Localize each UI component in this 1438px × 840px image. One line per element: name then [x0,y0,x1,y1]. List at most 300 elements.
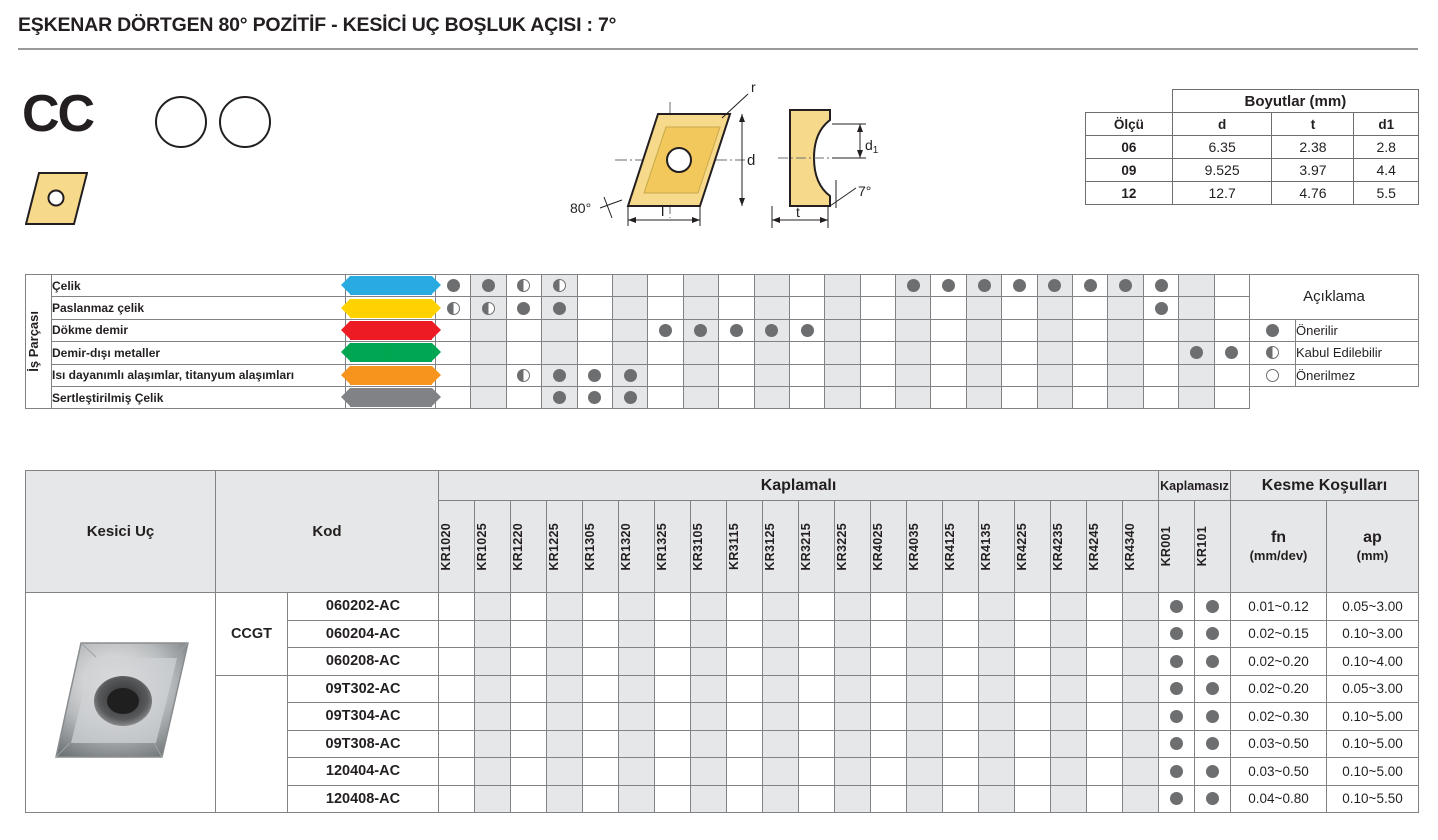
material-group-badge: P [346,275,436,297]
grade-cell [1123,785,1159,813]
material-mark-cell [966,275,1001,297]
page-title [18,14,1420,37]
grade-cell [835,703,871,731]
material-mark-cell [683,319,718,341]
insert-kod: 09T304-AC [288,703,439,731]
cell-fn: 0.04~0.80 [1231,785,1327,813]
header-kod: Kod [216,471,439,593]
mark-acceptable [482,302,495,315]
grade-cell [763,730,799,758]
dimensions-t: 3.97 [1272,159,1354,182]
cell-fn: 0.01~0.12 [1231,593,1327,621]
material-mark-cell [754,342,789,364]
insert-kod: 09T308-AC [288,730,439,758]
material-mark-cell [825,364,860,386]
grade-cell [763,675,799,703]
grade-cell-uncoated [1159,703,1195,731]
mark-recommended [978,279,991,292]
grade-cell-uncoated [1195,593,1231,621]
legend-text: Önerilmez [1295,364,1418,386]
material-mark-cell [542,275,577,297]
mark-recommended [694,324,707,337]
grade-cell [1087,758,1123,786]
grade-cell [619,648,655,676]
grade-cell [583,648,619,676]
mark-available [1170,655,1183,668]
grade-cell [619,593,655,621]
material-mark-cell [1037,297,1072,319]
grade-cell [943,703,979,731]
grade-cell [979,593,1015,621]
dimensions-size: 12 [1086,182,1173,205]
header-grade-KR4025: KR4025 [871,501,907,593]
grade-cell [655,703,691,731]
grade-cell [1015,593,1051,621]
grade-cell [511,703,547,731]
material-mark-cell [506,386,541,408]
insert-kod: 120404-AC [288,758,439,786]
grade-cell [1123,620,1159,648]
grade-cell [1087,785,1123,813]
mark-recommended [1155,279,1168,292]
grade-cell [439,593,475,621]
grade-cell [799,730,835,758]
grade-table [25,470,1419,813]
cell-ap: 0.10~5.00 [1327,730,1419,758]
header-grade-KR101: KR101 [1195,501,1231,593]
material-mark-cell [1214,364,1249,386]
grade-cell [691,730,727,758]
grade-cell [727,620,763,648]
mark-available [1206,682,1219,695]
grade-cell [907,620,943,648]
material-table-wrapper [25,274,1419,434]
grade-cell [475,675,511,703]
mark-acceptable [517,369,530,382]
header-grade-KR1225: KR1225 [547,501,583,593]
header-ap: ap (mm) [1327,501,1419,593]
material-mark-cell [719,342,754,364]
grade-cell [1051,593,1087,621]
grade-cell [835,648,871,676]
dimensions-col-t: t [1272,113,1354,136]
grade-cell [439,648,475,676]
material-mark-cell [612,275,647,297]
material-row [26,342,1419,364]
grade-cell [475,593,511,621]
material-mark-cell [789,342,824,364]
material-mark-cell [860,364,895,386]
rhombic-insert-icon [25,172,88,225]
grade-cell [871,758,907,786]
material-mark-cell [683,386,718,408]
grade-cell [511,730,547,758]
header-grade-KR3215: KR3215 [799,501,835,593]
grade-cell [799,675,835,703]
dimensions-t: 4.76 [1272,182,1354,205]
grade-cell [655,785,691,813]
grade-cell [943,648,979,676]
material-row [26,297,1419,319]
insert-kod: 060208-AC [288,648,439,676]
cell-ap: 0.05~3.00 [1327,675,1419,703]
material-mark-cell [648,275,683,297]
material-mark-cell [1108,364,1143,386]
grade-cell-uncoated [1195,620,1231,648]
mark-recommended [907,279,920,292]
mark-recommended [801,324,814,337]
mark-recommended [1190,346,1203,359]
grade-cell [547,785,583,813]
material-mark-cell [683,275,718,297]
material-mark-cell [931,342,966,364]
material-mark-cell [683,364,718,386]
cell-fn: 0.03~0.50 [1231,758,1327,786]
material-mark-cell [1214,342,1249,364]
cell-fn: 0.02~0.20 [1231,648,1327,676]
mark-recommended [1119,279,1132,292]
material-mark-cell [471,342,506,364]
grade-cell [619,703,655,731]
svg-text:t: t [796,204,800,220]
material-mark-cell [719,319,754,341]
grade-cell [655,593,691,621]
material-mark-cell [896,319,931,341]
insert-code-label: CC [22,85,94,143]
material-mark-cell [648,342,683,364]
material-mark-cell [966,342,1001,364]
material-mark-cell [1002,319,1037,341]
material-name: Demir-dışı metaller [52,342,346,364]
grade-cell [511,593,547,621]
material-mark-cell [542,297,577,319]
legend-symbol [1249,342,1295,364]
grade-cell-uncoated [1159,648,1195,676]
grade-cell [943,785,979,813]
header-grade-KR001: KR001 [1159,501,1195,593]
material-mark-cell [1143,364,1178,386]
material-mark-cell [1037,386,1072,408]
grade-cell-uncoated [1195,730,1231,758]
grade-cell [943,593,979,621]
material-mark-cell [931,319,966,341]
grade-cell [871,648,907,676]
grade-cell [1015,703,1051,731]
material-mark-cell [436,364,471,386]
grade-cell [547,620,583,648]
header-grade-KR1325: KR1325 [655,501,691,593]
material-mark-cell [860,342,895,364]
grade-cell [727,785,763,813]
grade-cell [727,730,763,758]
material-mark-cell [825,297,860,319]
material-mark-cell [789,297,824,319]
mark-recommended [730,324,743,337]
dimensions-t: 2.38 [1272,136,1354,159]
header-grade-KR3125: KR3125 [763,501,799,593]
grade-cell [655,730,691,758]
svg-text:7°: 7° [858,183,872,199]
grade-cell [547,730,583,758]
grade-cell [439,785,475,813]
material-mark-cell [683,297,718,319]
material-row [26,364,1419,386]
grade-cell [1087,703,1123,731]
material-mark-cell [966,319,1001,341]
grade-cell [835,758,871,786]
material-mark-cell [1179,319,1214,341]
grade-cell [547,703,583,731]
material-mark-cell [1179,386,1214,408]
mark-recommended [1225,346,1238,359]
material-mark-cell [471,297,506,319]
material-mark-cell [860,297,895,319]
table-row [26,675,1419,703]
dimensions-d: 9.525 [1172,159,1272,182]
grade-cell [583,758,619,786]
cell-ap: 0.10~5.00 [1327,758,1419,786]
grade-cell [691,675,727,703]
material-mark-cell [719,297,754,319]
insert-side-view-drawing [770,80,950,240]
legend-text: Kabul Edilebilir [1295,342,1418,364]
grade-cell [1015,785,1051,813]
material-mark-cell [1037,319,1072,341]
mark-recommended [1266,324,1279,337]
grade-cell [439,703,475,731]
grade-cell [835,620,871,648]
material-name: Çelik [52,275,346,297]
material-mark-cell [1179,275,1214,297]
material-mark-cell [966,297,1001,319]
grade-cell [1015,620,1051,648]
material-mark-cell [577,275,612,297]
dimensions-col-d1: d1 [1354,113,1419,136]
material-mark-cell [1214,275,1249,297]
grade-cell [439,758,475,786]
material-mark-cell [436,275,471,297]
material-mark-cell [754,364,789,386]
material-mark-cell [754,297,789,319]
material-mark-cell [542,364,577,386]
grade-cell [475,785,511,813]
mark-available [1206,765,1219,778]
material-mark-cell [896,386,931,408]
grade-cell-uncoated [1159,675,1195,703]
header-grade-KR1220: KR1220 [511,501,547,593]
grade-cell-uncoated [1159,758,1195,786]
mark-acceptable [447,302,460,315]
grade-cell [979,758,1015,786]
grade-cell-uncoated [1159,620,1195,648]
grade-table-wrapper [25,470,1419,813]
grade-cell [439,730,475,758]
cell-fn: 0.02~0.20 [1231,675,1327,703]
material-mark-cell [577,364,612,386]
grade-cell [439,620,475,648]
material-mark-cell [1143,297,1178,319]
grade-cell [619,730,655,758]
dimensions-corner [1086,90,1173,113]
mark-recommended [588,391,601,404]
material-mark-cell [648,297,683,319]
grade-cell [835,730,871,758]
cell-fn: 0.02~0.15 [1231,620,1327,648]
grade-cell [511,620,547,648]
mark-available [1206,600,1219,613]
material-mark-cell [612,364,647,386]
grade-cell [1015,675,1051,703]
material-mark-cell [1108,297,1143,319]
mark-acceptable [517,279,530,292]
grade-cell [763,703,799,731]
mark-recommended [942,279,955,292]
material-mark-cell [1179,297,1214,319]
material-mark-cell [612,342,647,364]
grade-cell [1051,758,1087,786]
header-grade-KR3225: KR3225 [835,501,871,593]
material-mark-cell [648,319,683,341]
grade-cell [871,675,907,703]
grade-cell [763,620,799,648]
grade-cell [1123,675,1159,703]
header-grade-KR3105: KR3105 [691,501,727,593]
material-group-badge: S [346,364,436,386]
svg-text:80°: 80° [570,200,592,216]
cell-ap: 0.10~5.50 [1327,785,1419,813]
grade-cell [583,593,619,621]
material-mark-cell [1108,342,1143,364]
grade-cell-uncoated [1195,758,1231,786]
material-mark-cell [1002,386,1037,408]
grade-cell [475,730,511,758]
material-mark-cell [789,275,824,297]
material-mark-cell [506,342,541,364]
circle-icon-1 [155,96,207,148]
mark-available [1206,655,1219,668]
grade-cell [727,758,763,786]
material-mark-cell [896,297,931,319]
cell-ap: 0.10~4.00 [1327,648,1419,676]
legend-title: Açıklama [1249,275,1418,320]
grade-cell [943,758,979,786]
grade-cell [835,675,871,703]
material-table [25,274,1419,409]
grade-cell [763,593,799,621]
grade-cell [583,620,619,648]
header-grade-KR4235: KR4235 [1051,501,1087,593]
material-mark-cell [931,275,966,297]
material-row [26,319,1419,341]
title-divider [18,48,1418,50]
svg-text:d: d [747,152,756,169]
material-mark-cell [436,297,471,319]
grade-cell [1123,758,1159,786]
mark-recommended [659,324,672,337]
mark-available [1170,792,1183,805]
header-grade-KR4125: KR4125 [943,501,979,593]
material-mark-cell [754,386,789,408]
mark-recommended [553,391,566,404]
grade-cell [1087,620,1123,648]
grade-cell-uncoated [1195,648,1231,676]
material-mark-cell [754,319,789,341]
insert-kod: 120408-AC [288,785,439,813]
material-mark-cell [1073,364,1108,386]
grade-cell [547,675,583,703]
material-mark-cell [1108,319,1143,341]
mark-available [1170,710,1183,723]
material-mark-cell [825,342,860,364]
material-mark-cell [612,386,647,408]
mark-available [1206,792,1219,805]
grade-cell [727,703,763,731]
dimensions-d1: 4.4 [1354,159,1419,182]
dimensions-col-d: d [1172,113,1272,136]
grade-cell [979,785,1015,813]
grade-cell [763,648,799,676]
grade-cell [655,675,691,703]
mark-recommended [1084,279,1097,292]
grade-cell [511,675,547,703]
material-mark-cell [1037,275,1072,297]
material-name: Sertleştirilmiş Çelik [52,386,346,408]
mark-not-recommended [1266,369,1279,382]
material-mark-cell [1179,364,1214,386]
svg-text:r: r [751,80,756,95]
material-mark-cell [1073,275,1108,297]
grade-cell [871,785,907,813]
grade-cell [1087,730,1123,758]
grade-cell [619,785,655,813]
material-mark-cell [1143,319,1178,341]
dimensions-title: Boyutlar (mm) [1172,90,1418,113]
grade-cell [583,730,619,758]
mark-recommended [1155,302,1168,315]
grade-cell [547,593,583,621]
grade-cell [907,785,943,813]
material-row [26,386,1419,408]
grade-cell [1123,593,1159,621]
grade-cell-uncoated [1159,785,1195,813]
grade-cell [655,648,691,676]
grade-cell [691,785,727,813]
material-mark-cell [648,364,683,386]
insert-photo [26,593,216,813]
page-title-text: EŞKENAR DÖRTGEN 80° POZİTİF - KESİCİ UÇ BOŞLUK AÇISI : 7° [18,14,617,36]
material-mark-cell [789,364,824,386]
header-grade-KR3115: KR3115 [727,501,763,593]
grade-cell [907,593,943,621]
grade-cell [691,703,727,731]
grade-cell [907,703,943,731]
material-mark-cell [506,275,541,297]
grade-series-label: CCGT [216,593,288,676]
mark-recommended [588,369,601,382]
mark-available [1170,600,1183,613]
mark-acceptable [553,279,566,292]
grade-cell [871,593,907,621]
grade-cell [1015,758,1051,786]
grade-cell [691,648,727,676]
mark-acceptable [1266,346,1279,359]
header-kesme-kosullari: Kesme Koşulları [1231,471,1419,501]
grade-cell [907,675,943,703]
grade-cell [1087,648,1123,676]
grade-cell [619,675,655,703]
cell-fn: 0.02~0.30 [1231,703,1327,731]
dimensions-size: 06 [1086,136,1173,159]
